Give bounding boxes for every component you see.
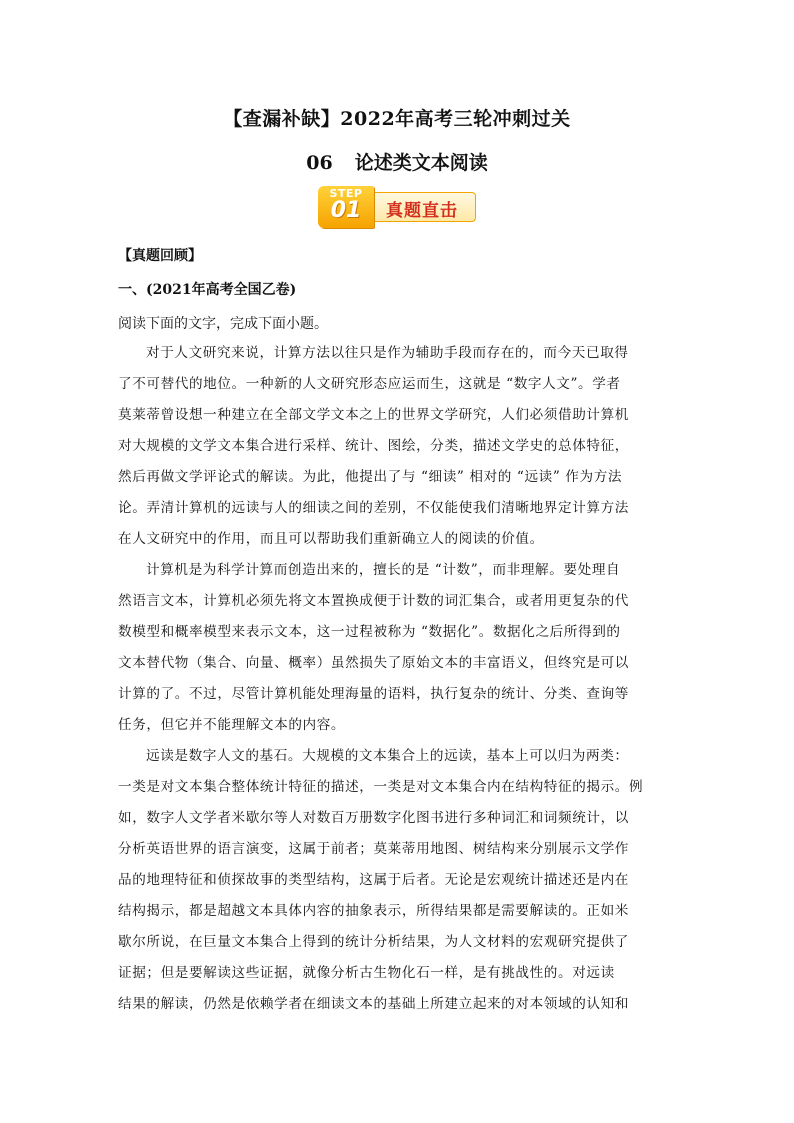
paragraph-line: 文本替代物（集合、向量、概率）虽然损失了原始文本的丰富语义，但终究是可以 — [118, 655, 629, 671]
paragraph-3 — [118, 741, 678, 1020]
paragraph-line: 论。弄清计算机的远读与人的细读之间的差别，不仅能使我们清晰地界定计算方法 — [118, 500, 629, 516]
paragraph-line: 对大规模的文学文本集合进行采样、统计、图绘，分类，描述文学史的总体特征， — [118, 438, 629, 454]
paragraph-line: 远读是数字人文的基石。大规模的文本集合上的远读，基本上可以归为两类： — [146, 748, 629, 764]
document-title: 【查漏补缺】2022年高考三轮冲刺过关 — [223, 108, 571, 130]
paragraph-line: 莫莱蒂曾设想一种建立在全部文学文本之上的世界文学研究，人们必须借助计算机 — [118, 407, 629, 423]
paragraph-line: 任务，但它并不能理解文本的内容。 — [118, 717, 346, 733]
step-badge — [318, 186, 478, 228]
paragraph-line: 计算机是为科学计算而创造出来的，擅长的是 “计数”，而非理解。要处理自 — [146, 562, 621, 578]
section-number: 06 — [306, 152, 333, 174]
step-badge-tag — [318, 186, 374, 228]
paragraph-line: 在人文研究中的作用，而且可以帮助我们重新确立人的阅读的价值。 — [118, 531, 544, 547]
paragraph-line: 歇尔所说，在巨量文本集合上得到的统计分析结果，为人文材料的宏观研究提供了 — [118, 934, 629, 950]
step-badge-number: 01 — [330, 198, 362, 223]
step-badge-label-box — [370, 192, 476, 222]
paragraph-line: 如，数字人文学者米歇尔等人对数百万册数字化图书进行多种词汇和词频统计，以 — [118, 810, 629, 826]
paragraph-2 — [118, 555, 678, 741]
paragraph-line: 品的地理特征和侦探故事的类型结构，这属于后者。无论是宏观统计描述还是内在 — [118, 872, 629, 888]
paragraph-line: 数模型和概率模型来表示文本，这一过程被称为 “数据化”。数据化之后所得到的 — [118, 624, 621, 640]
document-subtitle — [0, 148, 794, 175]
step-badge-step-text: STEP — [329, 187, 363, 200]
paragraph-line: 证据；但是要解读这些证据，就像分析古生物化石一样，是有挑战性的。对远读 — [118, 965, 615, 981]
question-heading: 一、(2021年高考全国乙卷) — [118, 282, 297, 298]
paragraph-line: 然后再做文学评论式的解读。为此，他提出了与 “细读” 相对的 “远读” 作为方法 — [118, 469, 623, 485]
instruction-text: 阅读下面的文字，完成下面小题。 — [118, 316, 328, 332]
paragraph-line: 结构揭示，都是超越文本具体内容的抽象表示，所得结果都是需要解读的。正如米 — [118, 903, 629, 919]
paragraph-line: 计算的了。不过，尽管计算机能处理海量的语料，执行复杂的统计、分类、查询等 — [118, 686, 629, 702]
section-name: 论述类文本阅读 — [354, 152, 488, 174]
step-badge-label: 真题直击 — [386, 201, 458, 221]
section-heading: 【真题回顾】 — [118, 248, 202, 264]
paragraph-line: 然语言文本，计算机必须先将文本置换成便于计数的词汇集合，或者用更复杂的代 — [118, 593, 629, 609]
paragraph-line: 一类是对文本集合整体统计特征的描述，一类是对文本集合内在结构特征的揭示。例 — [118, 779, 644, 795]
paragraph-line: 了不可替代的地位。一种新的人文研究形态应运而生，这就是 “数字人文”。学者 — [118, 376, 621, 392]
paragraph-line: 对于人文研究来说，计算方法以往只是作为辅助手段而存在的，而今天已取得 — [146, 345, 629, 361]
paragraph-1 — [118, 338, 678, 555]
paragraph-line: 结果的解读，仍然是依赖学者在细读文本的基础上所建立起来的对本领域的认知和 — [118, 996, 629, 1012]
paragraph-line: 分析英语世界的语言演变，这属于前者；莫莱蒂用地图、树结构来分别展示文学作 — [118, 841, 629, 857]
